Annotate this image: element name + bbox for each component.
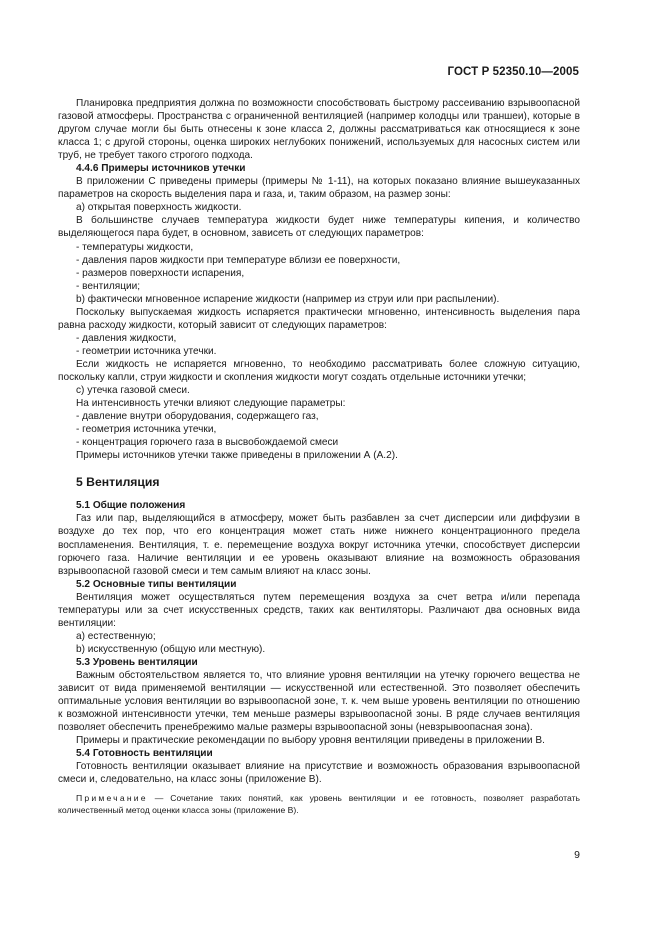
paragraph-ventilation-types: Вентиляция может осуществляться путем перемещения воздуха за счет ветра и/или перепада температуры или за счет искусственных средств, таких как вентиляторы. Различают два основных вида вентиляции:	[58, 591, 580, 629]
note	[58, 792, 580, 816]
document-header: ГОСТ Р 52350.10—2005	[447, 66, 579, 78]
page-number: 9	[574, 849, 580, 861]
list-item: - размеров поверхности испарения,	[76, 267, 245, 279]
list-item: - концентрация горючего газа в высвобождаемой смеси	[76, 437, 339, 449]
list-item-b: b) фактически мгновенное испарение жидкости (например из струи или при распылении).	[76, 293, 500, 305]
section-heading-5-4: 5.4 Готовность вентиляции	[76, 748, 213, 760]
paragraph-annex-reference: Примеры источников утечки также приведены в приложении А (А.2).	[76, 450, 398, 462]
paragraph-ventilation-availability: Готовность вентиляции оказывает влияние на присутствие и возможность образования взрывоопасной смеси и, следовательно, на класс зоны (приложение В).	[58, 761, 580, 786]
section-heading-5-1: 5.1 Общие положения	[76, 500, 186, 512]
section-heading-4-4-6: 4.4.6 Примеры источников утечки	[76, 163, 246, 175]
note-text: — Сочетание таких понятий, как уровень вентиляции и ее готовность, позволяет разработать количественный метод оценки класса зоны (приложение В).	[58, 793, 580, 816]
section-heading-5-2: 5.2 Основные типы вентиляции	[76, 578, 237, 590]
list-item-a: a) открытая поверхность жидкости.	[76, 202, 242, 214]
list-item: - температуры жидкости,	[76, 241, 194, 253]
document-body	[58, 97, 580, 816]
list-item: - давление внутри оборудования, содержащего газ,	[76, 411, 319, 423]
paragraph-ventilation-examples: Примеры и практические рекомендации по выбору уровня вентиляции приведены в приложении В.	[76, 735, 545, 747]
note-label: Примечание	[76, 793, 148, 804]
list-item: a) естественную;	[76, 630, 156, 642]
paragraph-liquid-surface: В большинстве случаев температура жидкости будет ниже температуры кипения, и количество выделяющегося пара будет, в основном, зависеть от следующих параметров:	[58, 215, 580, 240]
paragraph-layout: Планировка предприятия должна по возможности способствовать быстрому рассеиванию взрывоопасной газовой атмосферы. Пространства с ограниченной вентиляцией (например колодцы или траншеи), которые в другом случае могли бы быть отнесены к зоне класса 2, должны рассматриваться как относящиеся к зоне класса 1; с другой стороны, оценка широких неглубоких понижений, используемых для насосных систем или труб, не требует такого строгого подхода.	[58, 98, 580, 162]
list-item: - геометрия источника утечки,	[76, 424, 217, 436]
section-heading-5: 5 Вентиляция	[76, 475, 160, 490]
section-heading-5-3: 5.3 Уровень вентиляции	[76, 656, 198, 668]
paragraph-general: Газ или пар, выделяющийся в атмосферу, может быть разбавлен за счет дисперсии или диффузии в воздухе до тех пор, что его концентрация может стать ниже нижнего концентрационного предела воспламенения. Вентиляция, т. е. перемещение воздуха вокруг источника утечки, способствует дисперсии горючего газа. Наличие вентиляции и ее уровень оказывают влияние на возможность образования взрывоопасной газовой смеси и тем самым влияют на класс зоны.	[58, 513, 580, 577]
list-item: b) искусственную (общую или местную).	[76, 643, 266, 655]
list-item: - давления паров жидкости при температуре вблизи ее поверхности,	[76, 254, 401, 266]
paragraph-ventilation-level: Важным обстоятельством является то, что влияние уровня вентиляции на утечку горючего вещества не зависит от вида применяемой вентиляции — искусственной или естественной. Это позволяет обеспечить оптимальные условия вентиляции во взрывоопасной зоне, т. к. чем выше уровень вентиляции по отношению к возможной интенсивности утечки, тем меньше размеры взрывоопасной зоны. В ряде случаев вентиляция позволяет обеспечить пренебрежимо малые размеры взрывоопасной зоны (невзрывоопасная зона).	[58, 669, 580, 734]
paragraph-examples-intro: В приложении С приведены примеры (примеры № 1-11), на которых показано влияние вышеуказанных параметров на скорость выделения пара и газа, и, таким образом, на размер зоны:	[58, 176, 580, 201]
list-item: - геометрии источника утечки.	[76, 345, 217, 357]
list-item: - давления жидкости,	[76, 332, 177, 344]
list-item-c: c) утечка газовой смеси.	[76, 385, 190, 397]
paragraph-complex-situation: Если жидкость не испаряется мгновенно, то необходимо рассматривать более сложную ситуацию, поскольку капли, струи жидкости и скопления жидкости могут создать отдельные источники утечки;	[58, 358, 580, 383]
list-item: - вентиляции;	[76, 280, 141, 292]
paragraph-leak-parameters: На интенсивность утечки влияют следующие параметры:	[76, 398, 346, 410]
paragraph-flash-evaporation: Поскольку выпускаемая жидкость испаряется практически мгновенно, интенсивность выделения пара равна расходу жидкости, который зависит от следующих параметров:	[58, 306, 580, 331]
